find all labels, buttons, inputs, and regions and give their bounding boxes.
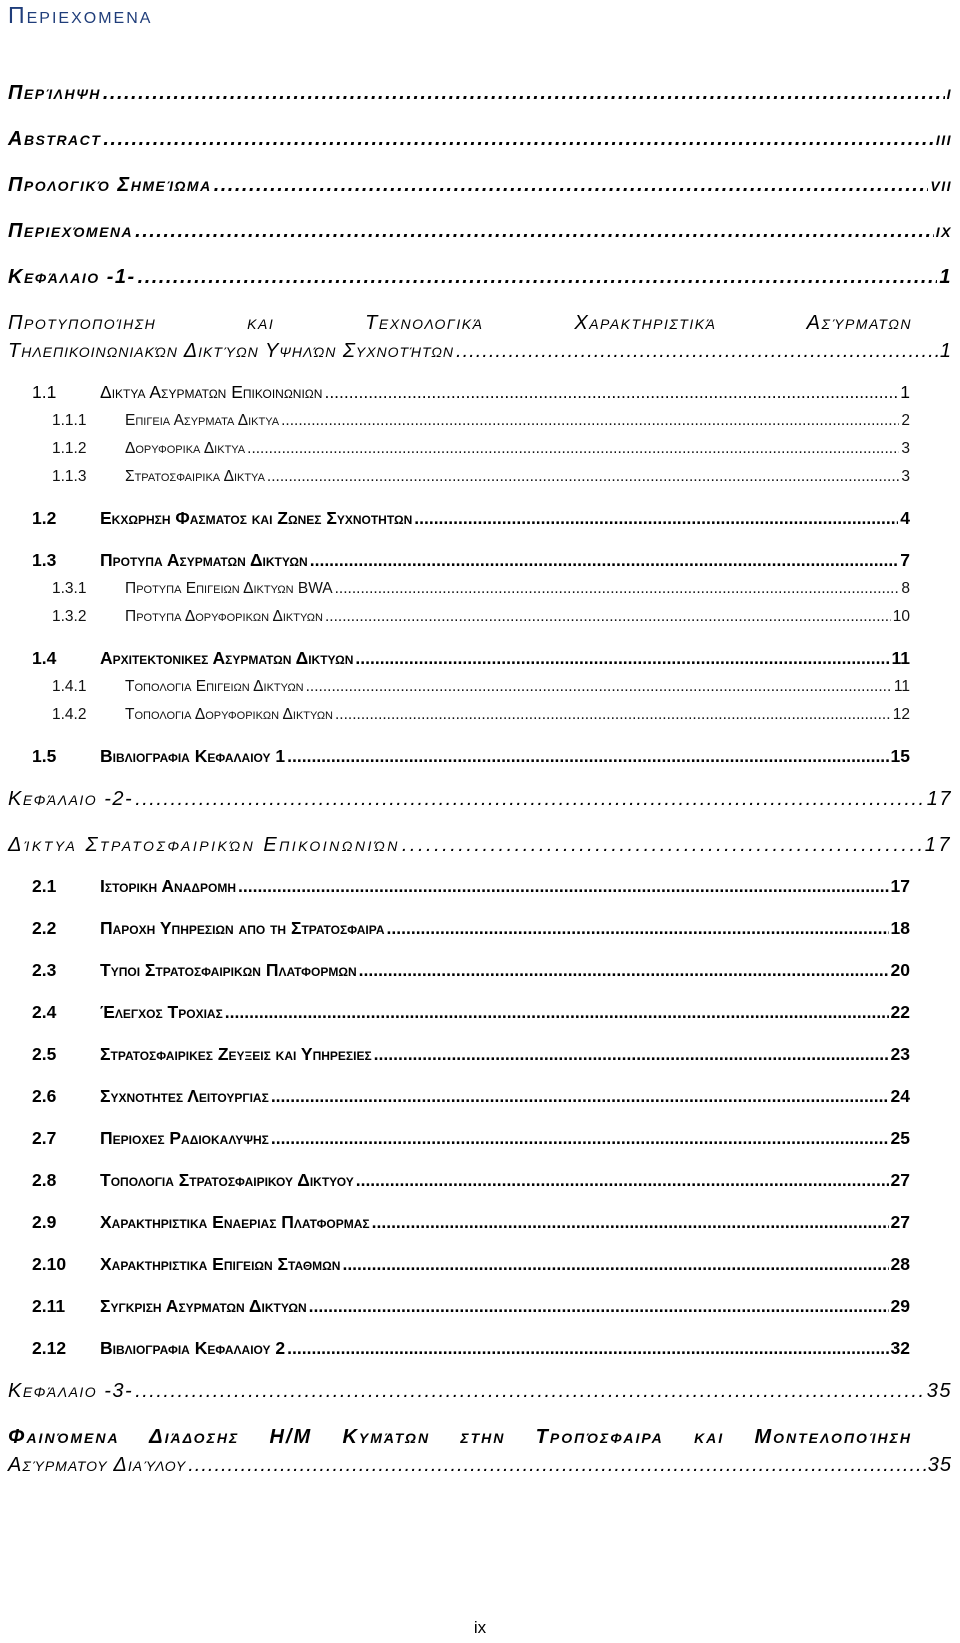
toc-section-2-11[interactable] [0, 1296, 960, 1317]
section-number: 2.7 [32, 1128, 57, 1148]
section-page: 27 [890, 1170, 910, 1190]
dot-leader [271, 1128, 889, 1149]
toc-entry-page: 17 [924, 834, 952, 856]
toc-section-2-9[interactable] [0, 1212, 960, 1233]
section-title: Χαρακτηριστικα Επιγειων Σταθμων [100, 1254, 341, 1274]
dot-leader [225, 1002, 889, 1023]
section-title: Περιοχες Ραδιοκαλυψης [100, 1128, 269, 1148]
dot-leader [356, 1170, 889, 1191]
section-number: 1.1 [32, 382, 57, 402]
section-number: 2.8 [32, 1170, 57, 1190]
toc-subsection-1-4-1[interactable] [0, 678, 960, 696]
section-page: 15 [890, 746, 910, 766]
section-title: Συχνοτητες Λειτουργιας [100, 1086, 269, 1106]
dot-leader [374, 1044, 889, 1065]
toc-subsection-1-3-2[interactable] [0, 608, 960, 626]
toc-entry-title: Προλογικό Σημείωμα [8, 174, 212, 196]
section-page: 11 [891, 648, 910, 668]
section-number: 1.1.2 [52, 440, 87, 457]
toc-section-2-1[interactable] [0, 876, 960, 897]
section-page: 27 [890, 1212, 910, 1232]
dot-leader [456, 340, 938, 363]
section-title: Τοπολογια Στρατοσφαιρικου Δικτυου [100, 1170, 354, 1190]
section-title: Στρατοσφαιρικα Δικτυα [125, 468, 265, 485]
dot-leader [306, 678, 892, 696]
toc-entry-chapter1-label[interactable] [0, 266, 960, 289]
toc-section-1-3[interactable] [0, 550, 960, 571]
section-number: 1.3.1 [52, 580, 87, 597]
section-title: Έλεγχος Τροχιας [100, 1002, 223, 1022]
section-title: Τοπολογια Δορυφορικων Δικτυων [125, 706, 333, 723]
section-page: 1 [900, 382, 910, 402]
dot-leader [387, 918, 889, 939]
section-number: 1.4.2 [52, 706, 87, 723]
toc-entry-page: 35 [926, 1380, 952, 1402]
toc-section-2-4[interactable] [0, 1002, 960, 1023]
section-page: 22 [890, 1002, 910, 1022]
dot-leader [402, 834, 923, 857]
toc-entry-page: 1 [939, 340, 952, 362]
toc-section-1-1[interactable] [0, 382, 960, 403]
section-title: Αρχιτεκτονικες Ασυρματων Δικτυων [100, 648, 354, 668]
section-number: 2.6 [32, 1086, 57, 1106]
section-number: 2.5 [32, 1044, 57, 1064]
toc-entry-title: Κεφάλαιο -1- [8, 266, 136, 288]
dot-leader [271, 1086, 889, 1107]
section-title: Ιστορικη Αναδρομη [100, 876, 236, 896]
dot-leader [188, 1454, 926, 1477]
section-page: 23 [890, 1044, 910, 1064]
section-number: 1.3 [32, 550, 57, 570]
section-page: 32 [890, 1338, 910, 1358]
section-page: 2 [901, 412, 910, 429]
dot-leader [309, 1296, 889, 1317]
toc-subsection-1-3-1[interactable] [0, 580, 960, 598]
toc-entry-title: Δίκτυα Στρατοσφαιρικών Επικοινωνιών [8, 834, 400, 856]
chapter3-title-line1[interactable]: Φαινόμενα Διάδοσης Η/Μ Κυμάτων στην Τροπόσφαιρα και Μοντελοποίηση [8, 1426, 912, 1448]
section-title: Βιβλιογραφια Κεφαλαιου 2 [100, 1338, 286, 1358]
section-title: Προτυπα Επιγειων Δικτυων BWA [125, 580, 333, 597]
section-title: Προτυπα Δορυφορικων Δικτυων [125, 608, 323, 625]
section-title: Χαρακτηριστικα Εναεριας Πλατφορμας [100, 1212, 370, 1232]
toc-section-1-4[interactable] [0, 648, 960, 669]
section-page: 25 [890, 1128, 910, 1148]
toc-entry-abstract-gr[interactable] [0, 82, 960, 105]
toc-entry-contents[interactable] [0, 220, 960, 243]
section-page: 7 [900, 550, 910, 570]
chapter1-title-line1[interactable]: Προτυποποίηση και Τεχνολογικά Χαρακτηριστικά Ασύρματων [8, 312, 912, 334]
dot-leader [372, 1212, 889, 1233]
toc-entry-title: Ασύρματου Διαύλου [8, 1454, 187, 1476]
toc-entry-page: 35 [927, 1454, 952, 1476]
toc-entry-preface[interactable] [0, 174, 960, 197]
toc-section-2-5[interactable] [0, 1044, 960, 1065]
dot-leader [324, 382, 898, 403]
dot-leader [414, 508, 898, 529]
dot-leader [267, 468, 899, 486]
dot-leader [103, 82, 945, 105]
section-number: 1.2 [32, 508, 57, 528]
toc-entry-page: ix [935, 220, 952, 242]
toc-section-2-8[interactable] [0, 1170, 960, 1191]
section-title: Εκχωρηση Φασματος και Ζωνες Συχνοτητων [100, 508, 413, 528]
dot-leader [355, 648, 889, 669]
toc-subsection-1-1-2[interactable] [0, 440, 960, 458]
dot-leader [135, 1380, 925, 1403]
section-title: Δορυφορικα Δικτυα [125, 440, 246, 457]
section-page: 28 [890, 1254, 910, 1274]
toc-section-2-10[interactable] [0, 1254, 960, 1275]
dot-leader [138, 266, 938, 289]
dot-leader [359, 960, 889, 981]
toc-entry-chapter2[interactable] [0, 834, 960, 857]
toc-section-2-7[interactable] [0, 1128, 960, 1149]
toc-entry-page: 1 [939, 266, 952, 288]
section-title: Προτυπα Ασυρματων Δικτυων [100, 550, 308, 570]
dot-leader [214, 174, 929, 197]
section-number: 2.4 [32, 1002, 57, 1022]
section-page: 11 [893, 678, 910, 695]
section-page: 3 [901, 468, 910, 485]
toc-section-2-6[interactable] [0, 1086, 960, 1107]
section-page: 4 [900, 508, 910, 528]
section-page: 17 [890, 876, 910, 896]
toc-subsection-1-1-3[interactable] [0, 468, 960, 486]
toc-section-2-3[interactable] [0, 960, 960, 981]
section-number: 1.4.1 [52, 678, 87, 695]
section-number: 2.9 [32, 1212, 57, 1232]
section-page: 29 [890, 1296, 910, 1316]
dot-leader [310, 550, 899, 571]
dot-leader [238, 876, 889, 897]
section-number: 2.3 [32, 960, 57, 980]
dot-leader [335, 580, 900, 598]
section-number: 2.11 [32, 1296, 66, 1316]
toc-entry-title: Τηλεπικοινωνιακών Δικτύων Υψηλών Συχνοτήτων [8, 340, 455, 362]
dot-leader [287, 746, 888, 767]
section-number: 2.10 [32, 1254, 67, 1274]
toc-subsection-1-4-2[interactable] [0, 706, 960, 724]
toc-subsection-1-1-1[interactable] [0, 412, 960, 430]
section-title: Βιβλιογραφια Κεφαλαιου 1 [100, 746, 286, 766]
section-page: 8 [901, 580, 910, 597]
toc-entry-title: Περίληψη [8, 82, 101, 104]
section-number: 2.2 [32, 918, 57, 938]
dot-leader [135, 788, 925, 811]
section-title: Τοπολογια Επιγειων Δικτυων [125, 678, 304, 695]
toc-entry-title: Κεφάλαιο -3- [8, 1380, 134, 1402]
toc-section-2-12[interactable] [0, 1338, 960, 1359]
dot-leader [335, 706, 891, 724]
section-title: Δικτυα Ασυρματων Επικοινωνιων [100, 382, 323, 402]
toc-entry-chapter2-label[interactable] [0, 788, 960, 811]
toc-entry-chapter3[interactable] [0, 1454, 960, 1477]
toc-entry-chapter3-label[interactable] [0, 1380, 960, 1403]
section-number: 1.4 [32, 648, 57, 668]
section-number: 1.5 [32, 746, 57, 766]
toc-section-1-5[interactable] [0, 746, 960, 767]
dot-leader [342, 1254, 888, 1275]
page-number-footer: ix [473, 1618, 487, 1637]
page-title: Περιεχομενα [8, 2, 153, 28]
dot-leader [325, 608, 891, 626]
toc-entry-title: Abstract [8, 128, 102, 150]
toc-entry-page: i [946, 82, 952, 104]
section-number: 1.3.2 [52, 608, 87, 625]
toc-section-2-2[interactable] [0, 918, 960, 939]
toc-entry-chapter1[interactable] [0, 340, 960, 363]
section-title: Στρατοσφαιρικες Ζευξεις και Υπηρεσιες [100, 1044, 372, 1064]
section-number: 2.12 [32, 1338, 67, 1358]
dot-leader [103, 128, 934, 151]
section-title: Επιγεια Ασυρματα Δικτυα [125, 412, 280, 429]
section-title: Παροχη Υπηρεσιων απο τη Στρατοσφαιρα [100, 918, 385, 938]
toc-entry-title: Περιεχόμενα [8, 220, 134, 242]
dot-leader [281, 412, 899, 430]
toc-entry-page: iii [935, 128, 952, 150]
toc-entry-abstract-en[interactable] [0, 128, 960, 151]
dot-leader [287, 1338, 888, 1359]
toc-entry-title: Κεφάλαιο -2- [8, 788, 134, 810]
section-page: 18 [890, 918, 910, 938]
section-page: 10 [892, 608, 910, 625]
section-page: 3 [901, 440, 910, 457]
section-page: 12 [892, 706, 910, 723]
dot-leader [247, 440, 899, 458]
toc-entry-page: vii [930, 174, 952, 196]
section-page: 20 [890, 960, 910, 980]
section-number: 1.1.1 [52, 412, 87, 429]
section-page: 24 [890, 1086, 910, 1106]
dot-leader [135, 220, 934, 243]
section-number: 1.1.3 [52, 468, 87, 485]
toc-entry-page: 17 [926, 788, 952, 810]
section-title: Συγκριση Ασυρματων Δικτυων [100, 1296, 307, 1316]
section-number: 2.1 [32, 876, 57, 896]
toc-section-1-2[interactable] [0, 508, 960, 529]
section-title: Τυποι Στρατοσφαιρικων Πλατφορμων [100, 960, 357, 980]
